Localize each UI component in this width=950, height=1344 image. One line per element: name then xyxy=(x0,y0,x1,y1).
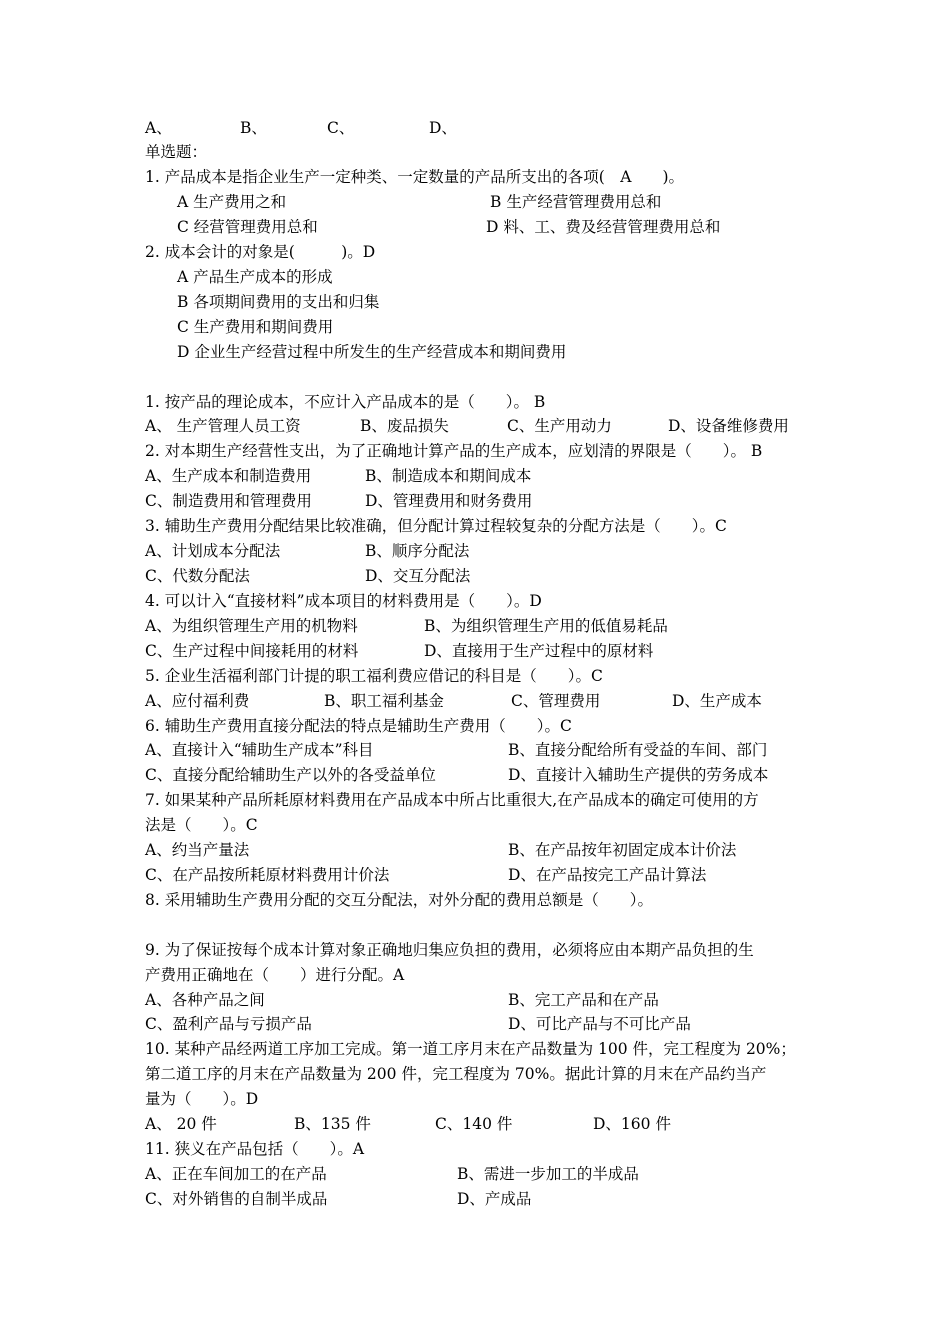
option-b: B、废品损失 xyxy=(360,417,449,435)
option-b: B 各项期间费用的支出和归集 xyxy=(177,293,380,311)
option-row xyxy=(0,265,950,289)
option-d: D 企业生产经营过程中所发生的生产经营成本和期间费用 xyxy=(177,343,567,361)
question-stem: 6. 辅助生产费用直接分配法的特点是辅助生产费用（ ）。C xyxy=(145,717,572,735)
option-d: D 料、工、费及经营管理费用总和 xyxy=(486,218,721,236)
question-stem: 4. 可以计入“直接材料”成本项目的材料费用是（ ）。D xyxy=(145,592,542,610)
option-b: B、为组织管理生产用的低值易耗品 xyxy=(424,617,668,635)
option-c: C、盈利产品与亏损产品 xyxy=(145,1015,312,1033)
option-a: A、各种产品之间 xyxy=(145,991,265,1009)
option-d: D、直接计入辅助生产提供的劳务成本 xyxy=(508,766,769,784)
option-row xyxy=(0,1012,950,1036)
option-c: C、生产过程中间接耗用的材料 xyxy=(145,642,359,660)
option-row xyxy=(0,190,950,214)
option-d: D、产成品 xyxy=(457,1190,532,1208)
option-c: C、制造费用和管理费用 xyxy=(145,492,312,510)
option-b: B、职工福利基金 xyxy=(324,692,444,710)
option-row xyxy=(0,1187,950,1211)
option-d: D、管理费用和财务费用 xyxy=(365,492,533,510)
option-c: C、直接分配给辅助生产以外的各受益单位 xyxy=(145,766,436,784)
question-stem: 8. 采用辅助生产费用分配的交互分配法，对外分配的费用总额是（ ）。 xyxy=(145,891,653,909)
option-b: B、在产品按年初固定成本计价法 xyxy=(508,841,737,859)
option-row xyxy=(0,738,950,762)
option-row xyxy=(0,1112,950,1136)
option-a: A、约当产量法 xyxy=(145,841,250,859)
header-option-a: A、 xyxy=(145,119,172,137)
question-stem-continued: 法是（ ）。C xyxy=(145,816,258,834)
question-stem: 10. 某种产品经两道工序加工完成。第一道工序月末在产品数量为 100 件，完工程度为 20%； xyxy=(145,1040,796,1058)
option-row xyxy=(0,539,950,563)
option-d: D、生产成本 xyxy=(672,692,762,710)
option-row xyxy=(0,315,950,339)
option-b: B、需进一步加工的半成品 xyxy=(457,1165,639,1183)
header-option-b: B、 xyxy=(240,119,267,137)
option-a: A、生产成本和制造费用 xyxy=(145,467,312,485)
option-c: C、管理费用 xyxy=(511,692,601,710)
option-row xyxy=(0,489,950,513)
option-row xyxy=(0,863,950,887)
question-stem-continued: 量为（ ）。D xyxy=(145,1090,259,1108)
option-a: A 产品生产成本的形成 xyxy=(177,268,333,286)
option-a: A 生产费用之和 xyxy=(177,193,287,211)
option-c: C、代数分配法 xyxy=(145,567,250,585)
option-a: A、 生产管理人员工资 xyxy=(145,417,301,435)
option-row xyxy=(0,614,950,638)
option-row xyxy=(0,838,950,862)
option-row xyxy=(0,215,950,239)
header-option-d: D、 xyxy=(429,119,457,137)
option-c: C 生产费用和期间费用 xyxy=(177,318,334,336)
section-title: 单选题： xyxy=(145,143,208,161)
option-b: B、顺序分配法 xyxy=(365,542,470,560)
option-row xyxy=(0,290,950,314)
question-stem: 9. 为了保证按每个成本计算对象正确地归集应负担的费用，必须将应由本期产品负担的生 xyxy=(145,941,754,959)
option-row xyxy=(0,639,950,663)
option-b: B、完工产品和在产品 xyxy=(508,991,659,1009)
question-stem: 1. 产品成本是指企业生产一定种类、一定数量的产品所支出的各项( A )。 xyxy=(145,168,685,186)
option-row xyxy=(0,1162,950,1186)
option-row xyxy=(0,689,950,713)
option-row xyxy=(0,988,950,1012)
option-row xyxy=(0,763,950,787)
option-d: D、160 件 xyxy=(593,1115,671,1133)
option-b: B 生产经营管理费用总和 xyxy=(490,193,662,211)
question-stem-continued: 第二道工序的月末在产品数量为 200 件，完工程度为 70%。据此计算的月末在产品约当产 xyxy=(145,1065,767,1083)
question-stem: 7. 如果某种产品所耗原材料费用在产品成本中所占比重很大,在产品成本的确定可使用的方 xyxy=(145,791,759,809)
option-row xyxy=(0,414,950,438)
option-d: D、直接用于生产过程中的原材料 xyxy=(424,642,654,660)
option-a: A、计划成本分配法 xyxy=(145,542,281,560)
question-stem: 3. 辅助生产费用分配结果比较准确，但分配计算过程较复杂的分配方法是（ ）。C xyxy=(145,517,727,535)
option-row xyxy=(0,464,950,488)
option-a: A、应付福利费 xyxy=(145,692,250,710)
header-options-line xyxy=(0,116,950,140)
option-d: D、可比产品与不可比产品 xyxy=(508,1015,691,1033)
question-stem: 1. 按产品的理论成本，不应计入产品成本的是（ ）。 B xyxy=(145,393,546,411)
option-d: D、在产品按完工产品计算法 xyxy=(508,866,707,884)
option-c: C 经营管理费用总和 xyxy=(177,218,318,236)
option-a: A、直接计入“辅助生产成本”科目 xyxy=(145,741,374,759)
option-a: A、正在车间加工的在产品 xyxy=(145,1165,327,1183)
question-stem-continued: 产费用正确地在（ ）进行分配。A xyxy=(145,966,405,984)
option-c: C、对外销售的自制半成品 xyxy=(145,1190,328,1208)
question-stem: 11. 狭义在产品包括（ ）。A xyxy=(145,1140,365,1158)
option-c: C、生产用动力 xyxy=(507,417,612,435)
option-b: B、制造成本和期间成本 xyxy=(365,467,532,485)
question-stem: 2. 对本期生产经营性支出，为了正确地计算产品的生产成本，应划清的界限是（ ）。 B xyxy=(145,442,763,460)
option-row xyxy=(0,340,950,364)
option-a: A、 20 件 xyxy=(145,1115,217,1133)
option-row xyxy=(0,564,950,588)
question-stem: 2. 成本会计的对象是( )。D xyxy=(145,243,376,261)
option-d: D、交互分配法 xyxy=(365,567,471,585)
option-a: A、为组织管理生产用的机物料 xyxy=(145,617,358,635)
option-d: D、设备维修费用 xyxy=(668,417,789,435)
option-c: C、140 件 xyxy=(435,1115,513,1133)
option-b: B、135 件 xyxy=(294,1115,371,1133)
question-stem: 5. 企业生活福利部门计提的职工福利费应借记的科目是（ ）。C xyxy=(145,667,603,685)
option-c: C、在产品按所耗原材料费用计价法 xyxy=(145,866,390,884)
header-option-c: C、 xyxy=(327,119,355,137)
option-b: B、直接分配给所有受益的车间、部门 xyxy=(508,741,768,759)
